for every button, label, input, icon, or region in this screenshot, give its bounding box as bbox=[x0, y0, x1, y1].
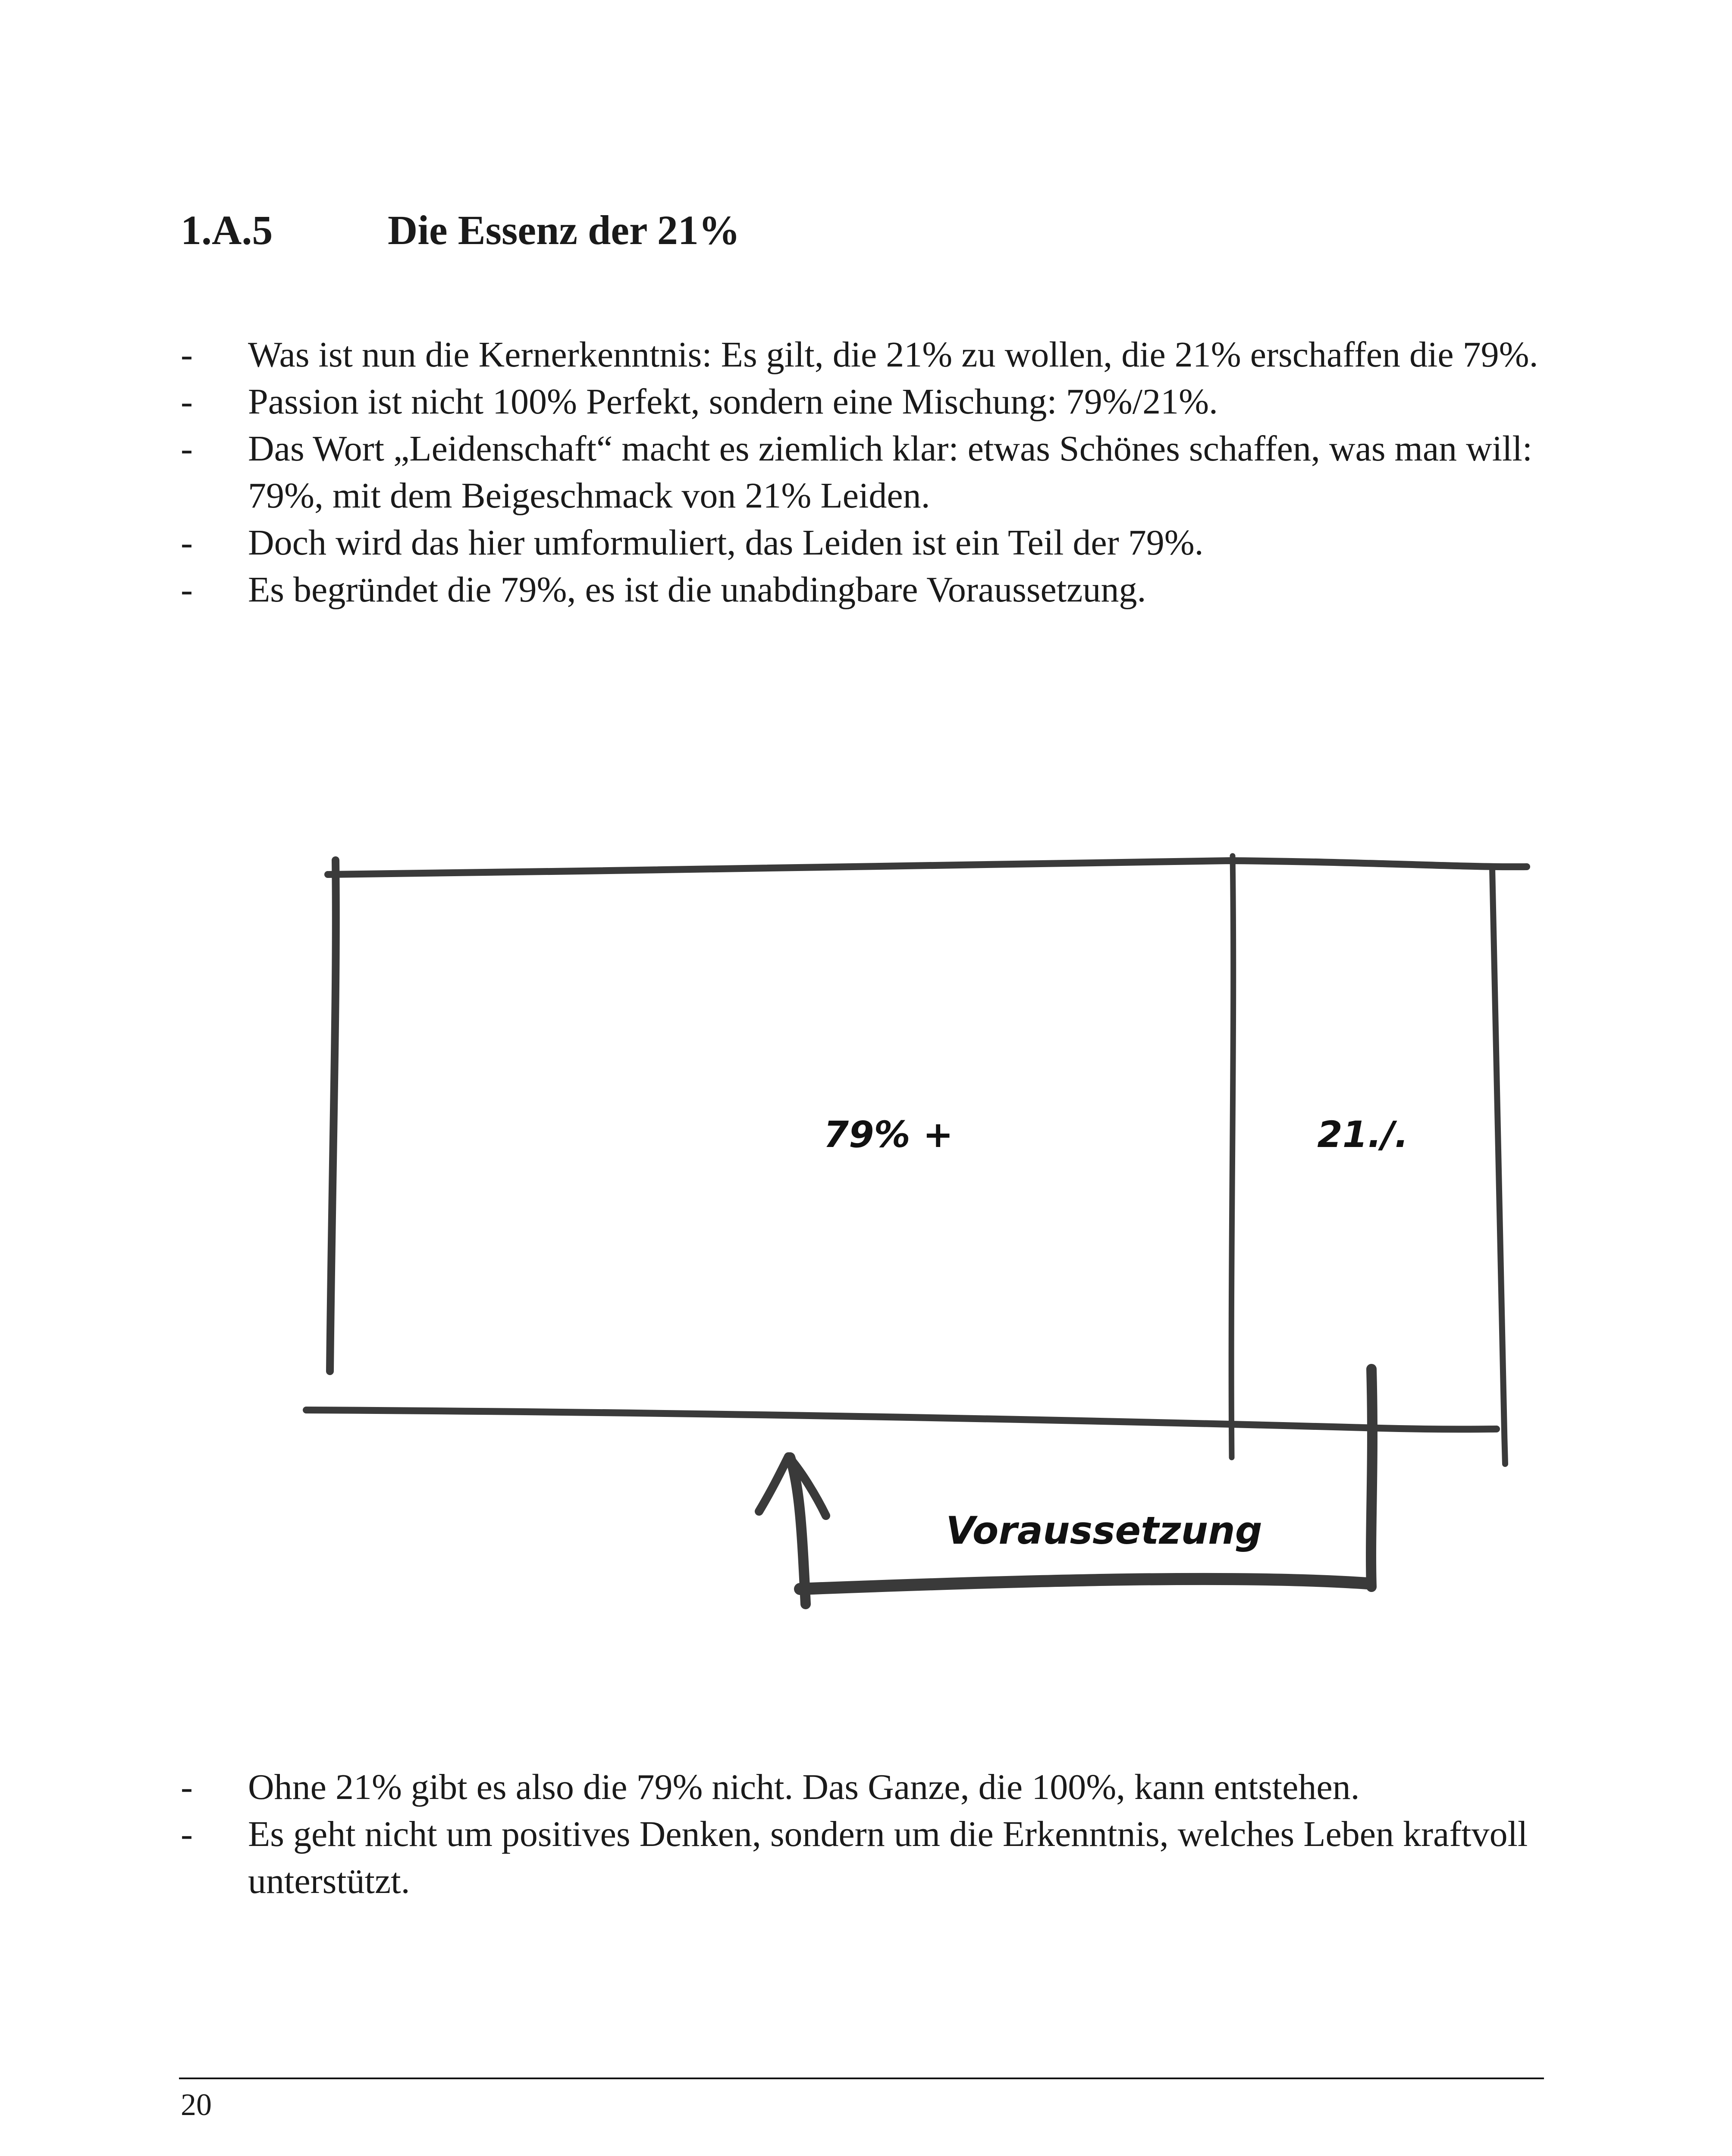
list-item-text: Passion ist nicht 100% Perfekt, sondern eine Mischung: 79%/21%. bbox=[248, 382, 1218, 422]
section-title: Die Essenz der 21% bbox=[388, 207, 740, 253]
bullet-dash: - bbox=[181, 1767, 193, 1807]
list-item-text: Es geht nicht um positives Denken, sondern um die Erkenntnis, welches Leben kraftvoll unterstützt. bbox=[248, 1814, 1528, 1901]
connector-riser bbox=[1371, 1369, 1372, 1587]
bullet-dash: - bbox=[181, 570, 193, 610]
page-number: 20 bbox=[181, 2087, 212, 2122]
footer-rule bbox=[179, 2078, 1544, 2079]
label-21-percent: 21./. bbox=[1317, 1113, 1409, 1156]
bullet-dash: - bbox=[181, 382, 193, 422]
list-item bbox=[181, 1811, 1544, 1905]
arrow-shaft-bottom bbox=[800, 1579, 1367, 1589]
list-item-text: Es begründet die 79%, es ist die unabdingbare Voraussetzung. bbox=[248, 570, 1146, 610]
box-left-line bbox=[330, 860, 336, 1371]
box-top-line bbox=[328, 861, 1527, 874]
list-item-text: Ohne 21% gibt es also die 79% nicht. Das Ganze, die 100%, kann entstehen. bbox=[248, 1767, 1360, 1807]
bullet-list-bottom bbox=[181, 1764, 1544, 1905]
list-item bbox=[181, 1764, 1544, 1811]
bullet-dash: - bbox=[181, 335, 193, 375]
list-item-text: Das Wort „Leidenschaft“ macht es ziemlich klar: etwas Schönes schaffen, was man will: 79%, mit dem Beigeschmack von 21% Leiden. bbox=[248, 429, 1533, 516]
box-divider-line bbox=[1231, 856, 1233, 1457]
box-right-line bbox=[1492, 868, 1505, 1464]
bullet-dash: - bbox=[181, 523, 193, 563]
label-voraussetzung: Voraussetzung bbox=[946, 1508, 1262, 1553]
list-item-text: Was ist nun die Kernerkenntnis: Es gilt, die 21% zu wollen, die 21% erschaffen die 79%. bbox=[248, 335, 1538, 375]
section-number: 1.A.5 bbox=[181, 207, 273, 253]
bullet-dash: - bbox=[181, 1814, 193, 1854]
list-item-text: Doch wird das hier umformuliert, das Leiden ist ein Teil der 79%. bbox=[248, 523, 1204, 563]
label-79-percent: 79% + bbox=[823, 1113, 954, 1156]
bullet-dash: - bbox=[181, 429, 193, 469]
box-bottom-line bbox=[306, 1410, 1497, 1429]
